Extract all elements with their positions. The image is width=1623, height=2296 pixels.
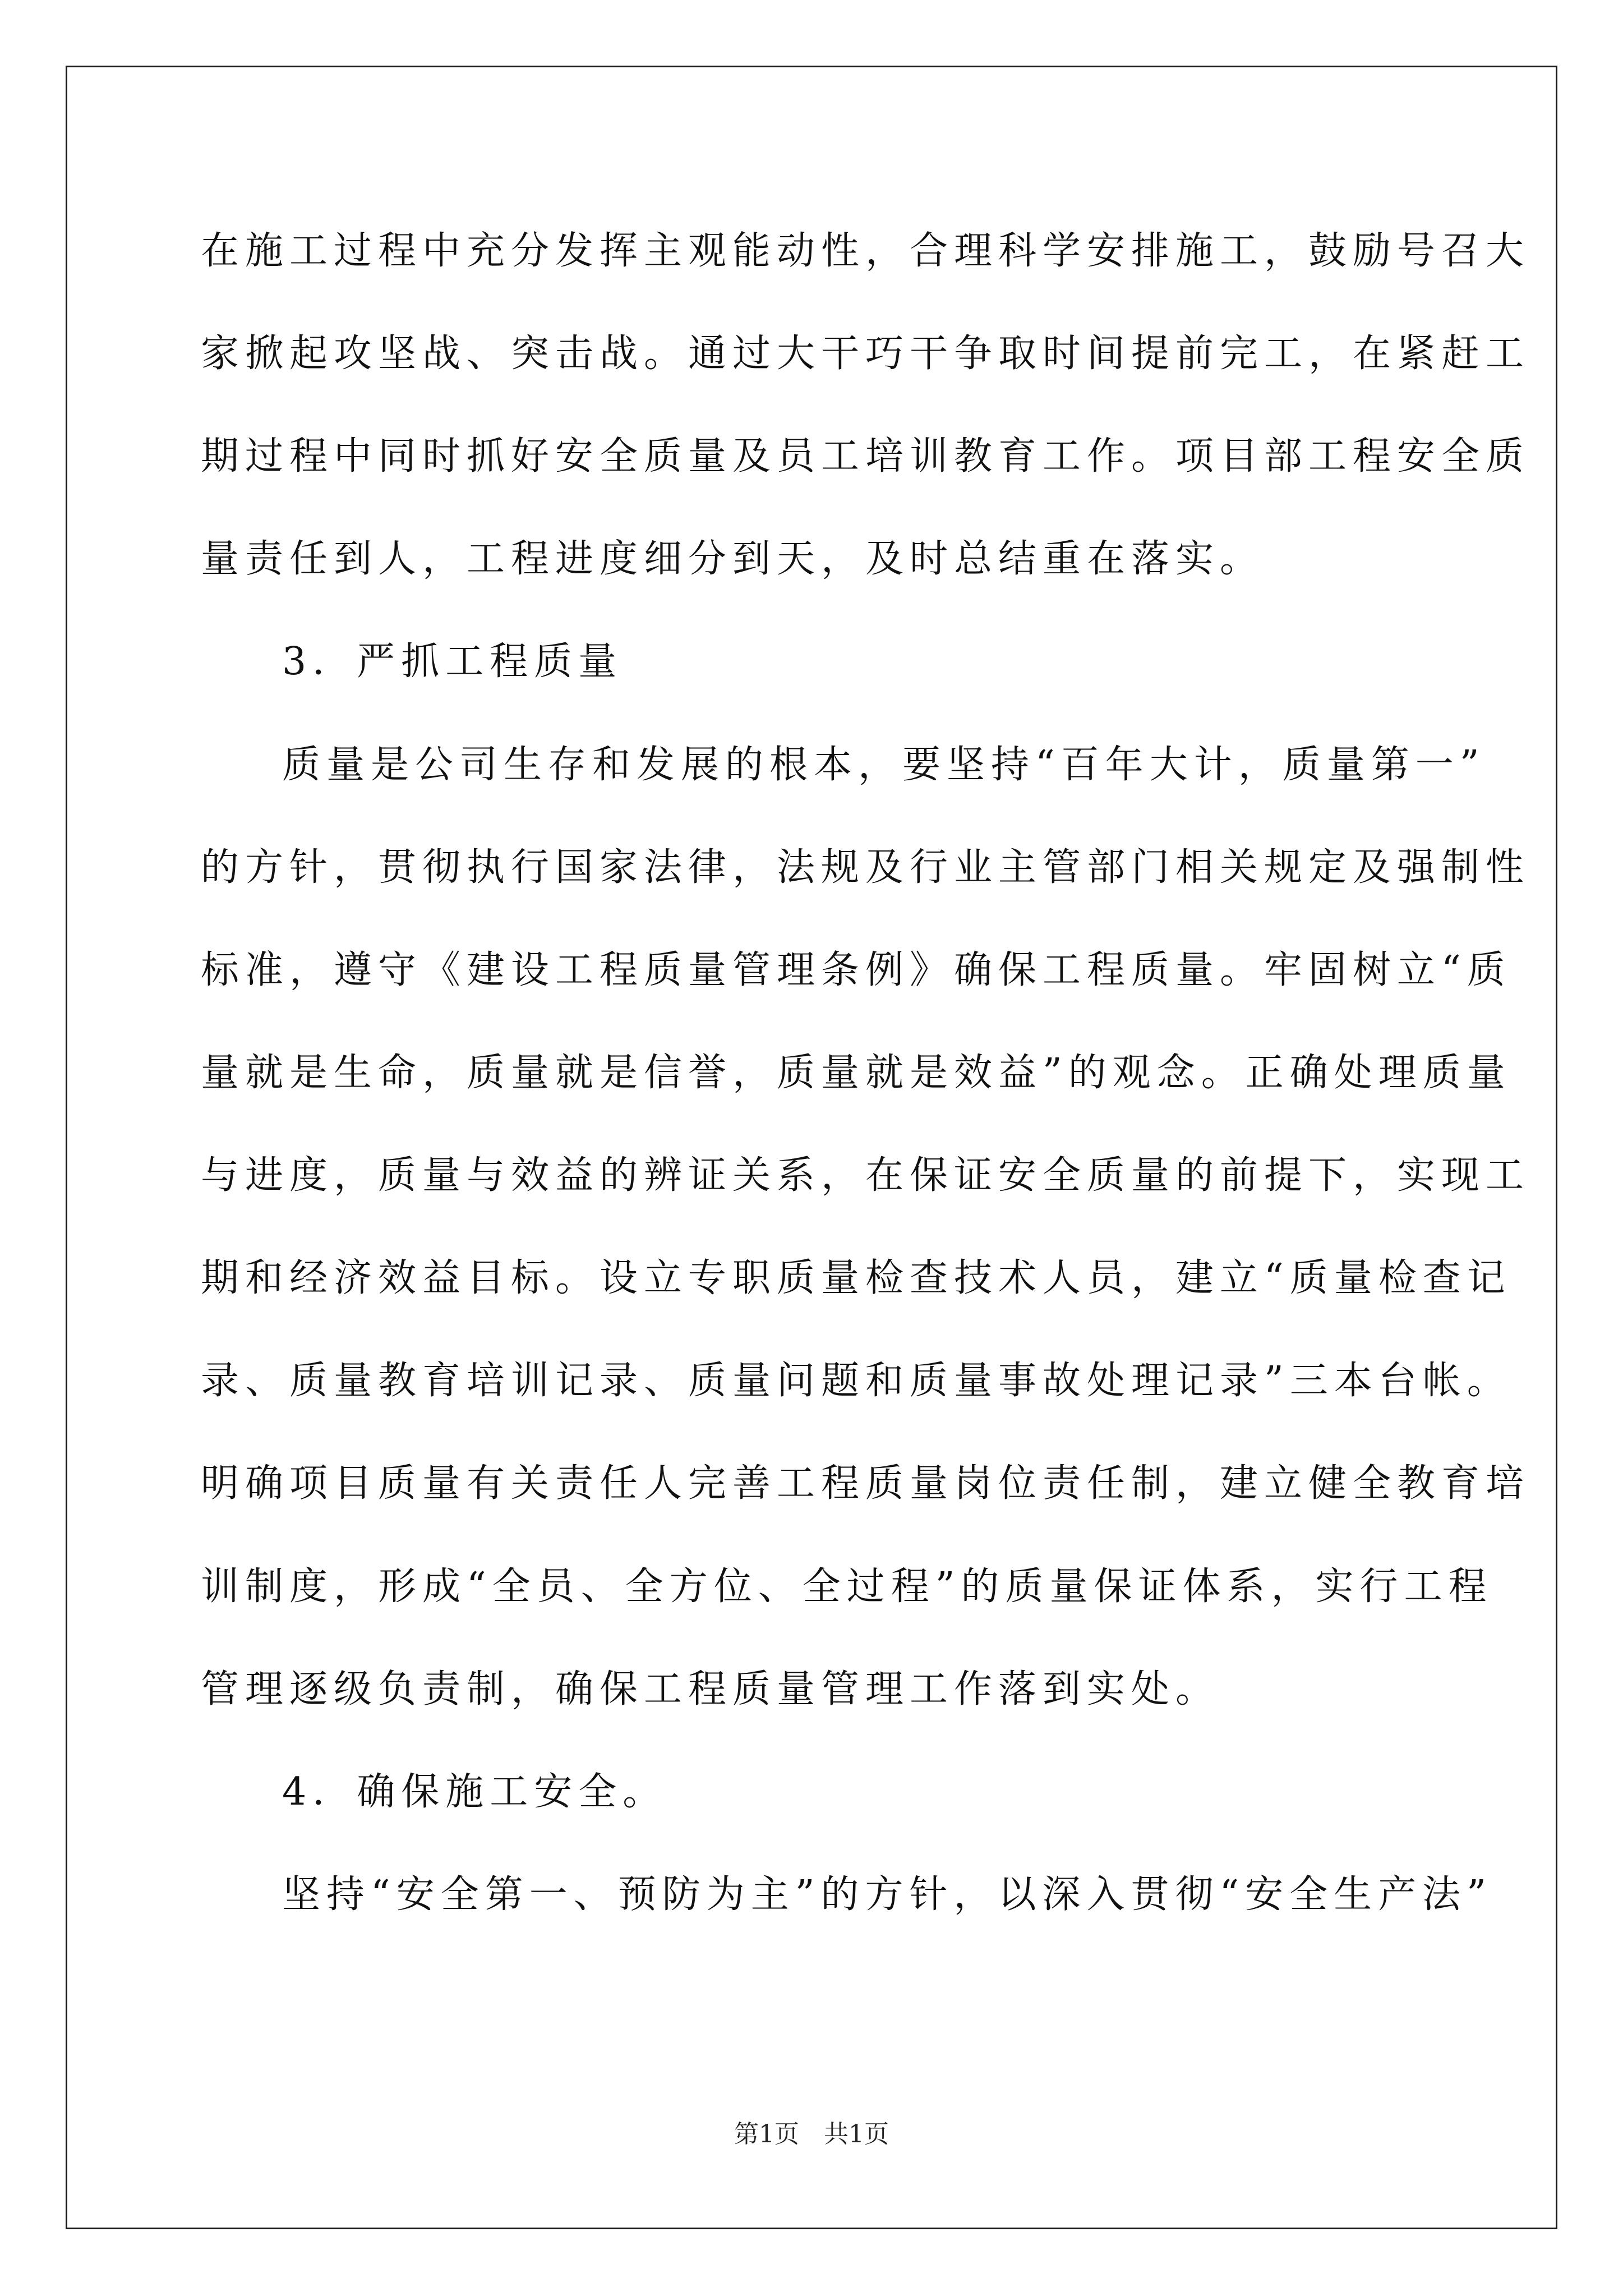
body-line: 质量是公司生存和发展的根本，要坚持“百年大计，质量第一” <box>282 742 1486 787</box>
body-line: 在施工过程中充分发挥主观能动性，合理科学安排施工，鼓励号召大 <box>201 229 1530 273</box>
body-line: 与进度，质量与效益的辨证关系，在保证安全质量的前提下，实现工 <box>201 1153 1530 1198</box>
body-line: 期和经济效益目标。设立专职质量检查技术人员，建立“质量检查记 <box>201 1256 1511 1301</box>
body-line: 量责任到人，工程进度细分到天，及时总结重在落实。 <box>201 537 1265 582</box>
body-line: 管理逐级负责制，确保工程质量管理工作落到实处。 <box>201 1667 1220 1711</box>
page-footer: 第1页 共1页 <box>734 2120 889 2148</box>
body-line: 家掀起攻坚战、突击战。通过大干巧干争取时间提前完工，在紧赶工 <box>201 332 1530 376</box>
body-line: 训制度，形成“全员、全方位、全过程”的质量保证体系，实行工程 <box>201 1564 1493 1609</box>
body-line: 录、质量教育培训记录、质量问题和质量事故处理记录”三本台帐。 <box>201 1359 1511 1404</box>
body-line: 标准，遵守《建设工程质量管理条例》确保工程质量。牢固树立“质 <box>201 947 1511 992</box>
body-line: 期过程中同时抓好安全质量及员工培训教育工作。项目部工程安全质 <box>201 434 1530 479</box>
body-line: 坚持“安全第一、预防为主”的方针，以深入贯彻“安全生产法” <box>282 1872 1493 1917</box>
section-heading: 4．确保施工安全。 <box>282 1769 667 1814</box>
section-heading: 3．严抓工程质量 <box>282 639 623 684</box>
body-line: 明确项目质量有关责任人完善工程质量岗位责任制，建立健全教育培 <box>201 1461 1530 1506</box>
body-line: 的方针，贯彻执行国家法律，法规及行业主管部门相关规定及强制性 <box>201 845 1530 890</box>
body-line: 量就是生命，质量就是信誉，质量就是效益”的观念。正确处理质量 <box>201 1050 1511 1095</box>
